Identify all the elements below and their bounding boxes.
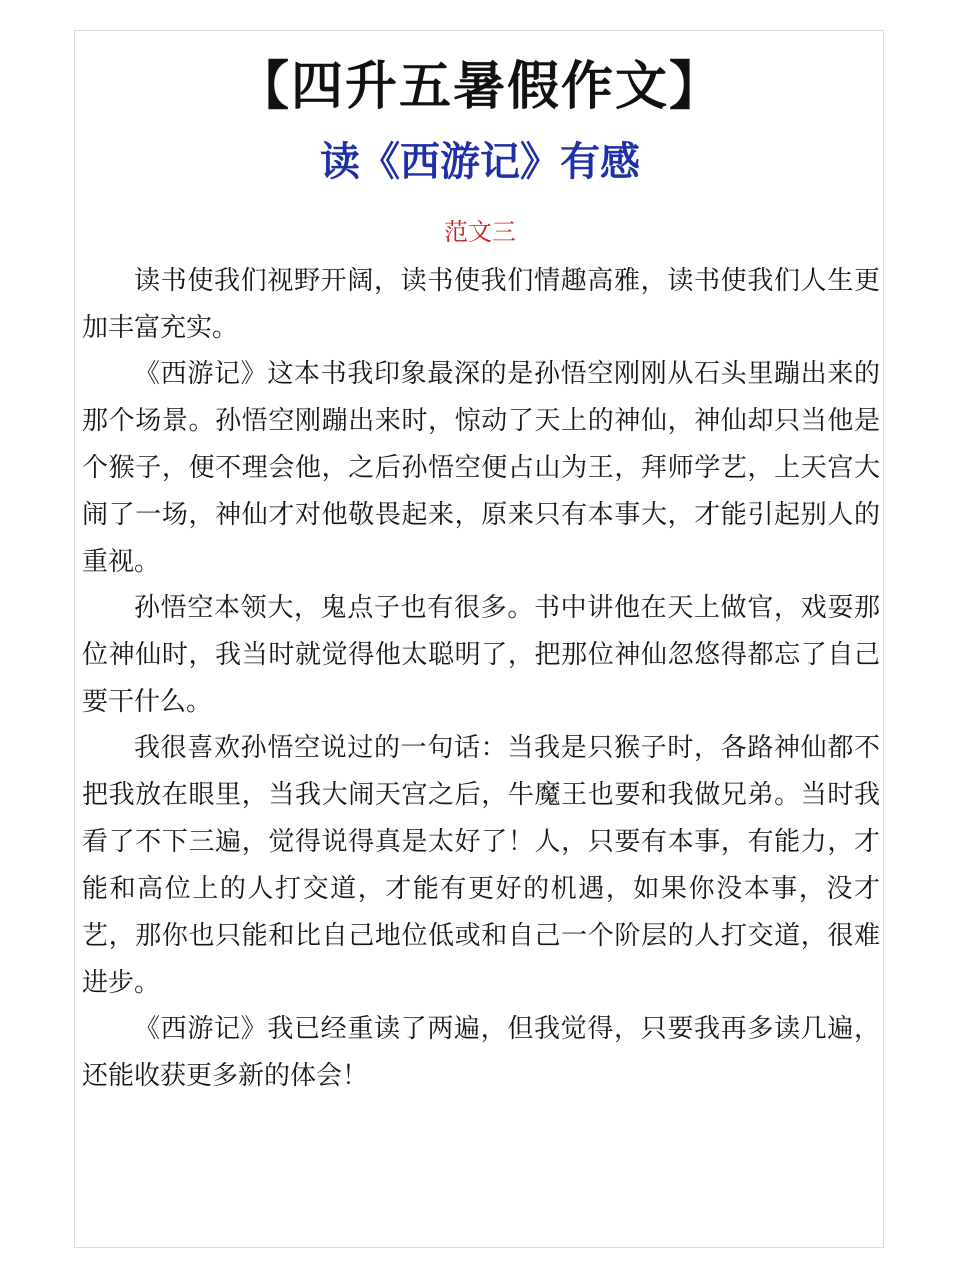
essay-body xyxy=(82,258,880,1099)
paragraph-4: 我很喜欢孙悟空说过的一句话：当我是只猴子时，各路神仙都不把我放在眼里，当我大闹天宫之后，牛魔王也要和我做兄弟。当时我看了不下三遍，觉得说得真是太好了！人，只要有本事，有能力，才能和高位上的人打交道，才能有更好的机遇，如果你没本事，没才艺，那你也只能和比自己地位低或和自己一个阶层的人打交道，很难进步。 xyxy=(82,733,880,998)
paragraph-5: 《西游记》我已经重读了两遍，但我觉得，只要我再多读几遍，还能收获更多新的体会！ xyxy=(82,1014,880,1091)
paragraph-1: 读书使我们视野开阔，读书使我们情趣高雅，读书使我们人生更加丰富充实。 xyxy=(82,266,880,343)
page-title: 【四升五暑假作文】 xyxy=(236,57,723,117)
essay-label: 范文三 xyxy=(444,218,516,246)
paragraph-2: 《西游记》这本书我印象最深的是孙悟空刚刚从石头里蹦出来的那个场景。孙悟空刚蹦出来时，惊动了天上的神仙，神仙却只当他是个猴子，便不理会他，之后孙悟空便占山为王，拜师学艺，上天宫大闹了一场，神仙才对他敬畏起来，原来只有本事大，才能引起别人的重视。 xyxy=(82,359,880,577)
paragraph-3: 孙悟空本领大，鬼点子也有很多。书中讲他在天上做官，戏耍那位神仙时，我当时就觉得他太聪明了，把那位神仙忽悠得都忘了自己要干什么。 xyxy=(82,593,880,717)
essay-subtitle: 读《西游记》有感 xyxy=(320,139,640,185)
